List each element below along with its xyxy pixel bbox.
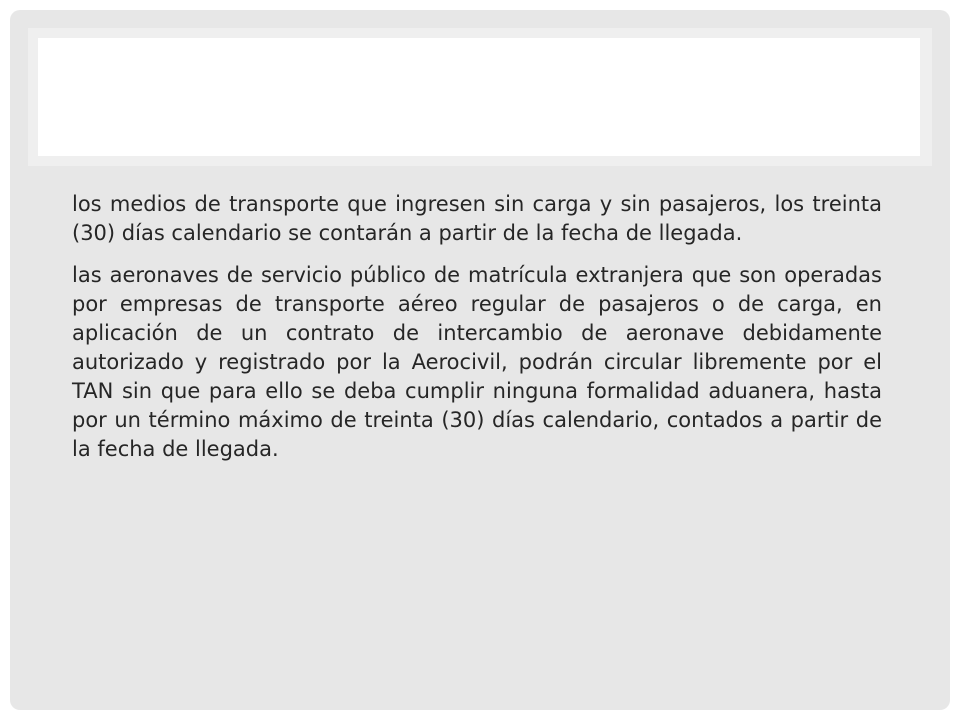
- slide-title: [38, 38, 920, 98]
- title-band: [28, 28, 932, 166]
- slide: [10, 10, 950, 710]
- slide-body: [72, 190, 882, 477]
- paragraph-transport-arrival: los medios de transporte que ingresen sin carga y sin pasajeros, los treinta (30) días calendario se contarán a partir de la fecha de llegada.: [72, 192, 882, 245]
- title-placeholder: [38, 38, 920, 156]
- paragraph-aircraft-exchange: las aeronaves de servicio público de matrícula extranjera que son operadas por empresas de transporte aéreo regular de pasajeros o de carga, en aplicación de un contrato de intercambio de aeronave debidamente autorizado y registrado por la Aerocivil, podrán circular libremente por el TAN sin que para ello se deba cumplir ninguna formalidad aduanera, hasta por un término máximo de treinta (30) días calendario, contados a partir de la fecha de llegada.: [72, 263, 882, 461]
